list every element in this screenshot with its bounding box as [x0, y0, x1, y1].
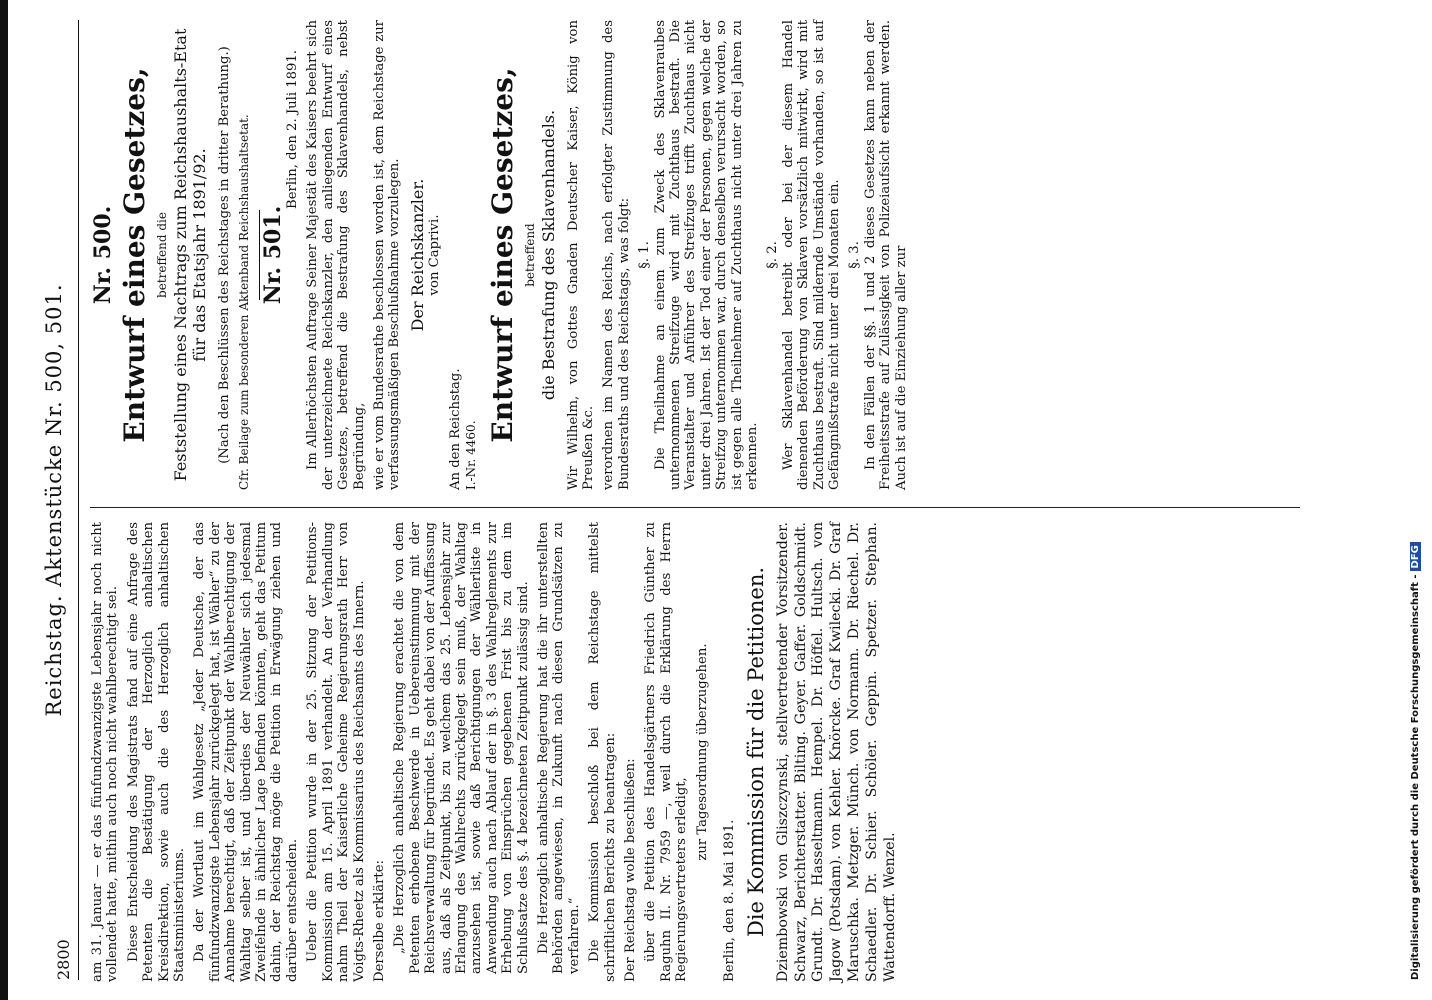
addressee: An den Reichstag. [448, 368, 464, 490]
section-text: Die Theilnahme an einem zum Zweck des Sklavenraubes unternommenen Streifzuge wird mit Zuchthaus bestraft. Die Veranstalter und Anführer des Streifzuges trifft Zuchthaus nicht unter drei Jahren. Ist der Tod einer der Personen, gegen welche der Streifzug unternommen war, durch denselben verursacht worden, so ist gegen alle Theilnehmer auf Zuchthaus nicht unter drei Jahren zu erkennen. [652, 20, 760, 490]
section-text: In den Fällen der §§. 1 und 2 dieses Gesetzes kann neben der Freiheitsstrafe auf Zulässigkeit von Polizeiaufsicht erkannt werden. Auch ist auf die Einziehung aller zur [862, 20, 909, 490]
left-column [90, 522, 904, 982]
section-label: §. 1. [637, 241, 653, 269]
betreffend-label: betreffend [523, 223, 538, 287]
section-text: Wer Sklavenhandel betreibt oder bei der diesem Handel dienenden Beförderung von Sklaven vorsätzlich mitwirkt, wird mit Zuchthaus bestraft. Sind mildernde Umstände vorhanden, so ist auf Gefängnißstrafe nicht unter drei Monaten ein. [780, 20, 842, 490]
page-number: 2800 [54, 939, 73, 980]
digitization-text: Digitalisierung gefördert durch die Deutsche Forschungsgemeinschaft - [1410, 574, 1421, 980]
column-divider [90, 507, 1300, 508]
commission-title: Die Kommission für die Petitionen. [744, 566, 769, 938]
page-header [28, 20, 78, 980]
place-date: Berlin, den 8. Mai 1891. [722, 819, 738, 982]
paragraph: zur Tagesordnung überzugehen. [694, 643, 710, 861]
place-date: Berlin, den 2. Juli 1891. [285, 50, 301, 209]
document-year: für das Etatsjahr 1891/92. [189, 148, 209, 362]
paragraph: Ueber die Petition wurde in der 25. Sitzung der Petitions-Kommission am 15. April 1891 verhandelt. An der Verhandlung nahm Theil der Kaiserliche Geheime Regierungsrath Herr von Voigts-Rheetz als Kommissarius des Reichsamts des Innern. [305, 522, 367, 982]
document-subject: Feststellung eines Nachtrags zum Reichshaushalts-Etat [170, 28, 190, 482]
paragraph: wie er vom Bundesrathe beschlossen worden ist, dem Reichstage zur verfassungsmäßigen Beschlußnahme vorzulegen. [372, 20, 403, 490]
commission-members: Dziembowski von Gliszczynski, stellvertretender Vorsitzender. Schwarz, Berichterstatter. Bilting. Geyer. Gaffer. Goldschmidt. Grundt. Dr. Hasseltmann. Hempel. Dr. Höffel. Hultsch. von Jagow (Potsdam). von Kehler. Knörcke. Graf Kwilecki. Dr. Graf Maruschka. Metzger. Münch. von Normann. Dr. Riechel. Dr. Schaedler. Dr. Schier. Schöler. Geppin. Spetzer. Stephan. Wattendorff. Wenzel. [774, 522, 898, 982]
betreffend-label: betreffend die [155, 212, 170, 298]
document-number: Nr. 500. [90, 205, 116, 305]
right-column [90, 20, 914, 490]
paragraph: Diese Entscheidung des Magistrats fand auf eine Anfrage des Petenten die Bestätigung der Herzoglich anhaltischen Kreisdirektion, sowie auch die des Herzoglich anhaltischen Staatsministeriums. [125, 522, 188, 982]
paragraph: Der Reichstag wolle beschließen: [623, 758, 638, 982]
document-reference: Cfr. Beilage zum besonderen Aktenband Reichshaushaltsetat. [237, 114, 252, 490]
header-rule [78, 20, 79, 980]
document-number: Nr. 501. [259, 205, 286, 305]
paragraph: Die Kommission beschloß bei dem Reichstage mittelst schriftlichen Berichts zu beantragen: [587, 522, 618, 982]
running-head: Reichstag. Aktenstücke Nr. 500, 501. [42, 283, 66, 717]
preamble: Wir Wilhelm, von Gottes Gnaden Deutscher Kaiser, König von Preußen &c. [565, 20, 596, 490]
dfg-logo: DFG [1410, 542, 1421, 571]
section-label: §. 2. [765, 241, 781, 269]
signature-title: Der Reichskanzler. [407, 178, 427, 332]
document-note: (Nach den Beschlüssen des Reichstages in dritter Berathung.) [216, 46, 232, 464]
paragraph: am 31. Januar — er das fünfundzwanzigste Lebensjahr noch nicht vollendet hatte, mithin auch noch nicht wahlberechtigt sei. [90, 522, 121, 982]
document-title: Entwurf eines Gesetzes, [118, 67, 152, 443]
document-title: Entwurf eines Gesetzes, [486, 67, 520, 443]
signature-name: von Caprivi. [426, 214, 442, 296]
quote-paragraph: „Die Herzoglich anhaltische Regierung erachtet die von dem Petenten erhobene Beschwerde in Uebereinstimmung mit der Reichsverwaltung für begründet. Es geht dabei von der Auffassung aus, daß als Zeitpunkt, bis zu welchem das 25. Lebensjahr zur Erlangung des Wahlrechts zurückgelegt sein muß, der Wahltag anzusehen ist, sowie daß Berichtigungen der Wählerliste in Anwendung auch nach Ablauf der in §. 3 des Wahlreglements zur Erhebung von Einsprüchen gegebenen Frist bis zu dem im Schlußsatze des §. 4 bezeichneten Zeitpunkt zulässig sind. [392, 522, 531, 974]
scan-edge-bar [0, 0, 8, 1000]
paragraph: über die Petition des Handelsgärtners Friedrich Günther zu Raguhn II. Nr. 7959 —, weil durch die Erklärung des Herrn Regierungsvertreters erledigt, [643, 522, 690, 982]
document-subject: die Bestrafung des Sklavenhandels. [538, 109, 558, 401]
digitization-note [1410, 542, 1421, 980]
paragraph: Im Allerhöchsten Auftrage Seiner Majestät des Kaisers beehrt sich der unterzeichnete Reichskanzler, den anliegenden Entwurf eines Gesetzes, betreffend die Bestrafung des Sklavenhandels, nebst Begründung, [305, 20, 367, 490]
enactment-clause: verordnen im Namen des Reichs, nach erfolgter Zustimmung des Bundesraths und des Reichstags, was folgt: [601, 20, 632, 490]
paragraph: Derselbe erklärte: [371, 860, 387, 982]
paragraph: Da der Wortlaut im Wahlgesetz „Jeder Deutsche, der das fünfundzwanzigste Lebensjahr zurückgelegt hat, ist Wähler“ zu der Annahme berechtigt, daß der Zeitpunkt der Wahlberechtigung der Wahltag selber ist, und überdies der Neuwähler sich jedesmal Zweifelnde in ähnlicher Lage befinden könnten, geht das Petitum dahin, der Reichstag möge die Petition in Erwägung ziehen und darüber entscheiden. [192, 522, 300, 982]
section-label: §. 3. [847, 241, 863, 269]
quote-paragraph: Die Herzoglich anhaltische Regierung hat die ihr unterstellten Behörden angewiesen, in Zukunft nach diesen Grundsätzen zu verfahren.“ [535, 522, 582, 974]
file-number: I.-Nr. 4460. [463, 420, 478, 490]
